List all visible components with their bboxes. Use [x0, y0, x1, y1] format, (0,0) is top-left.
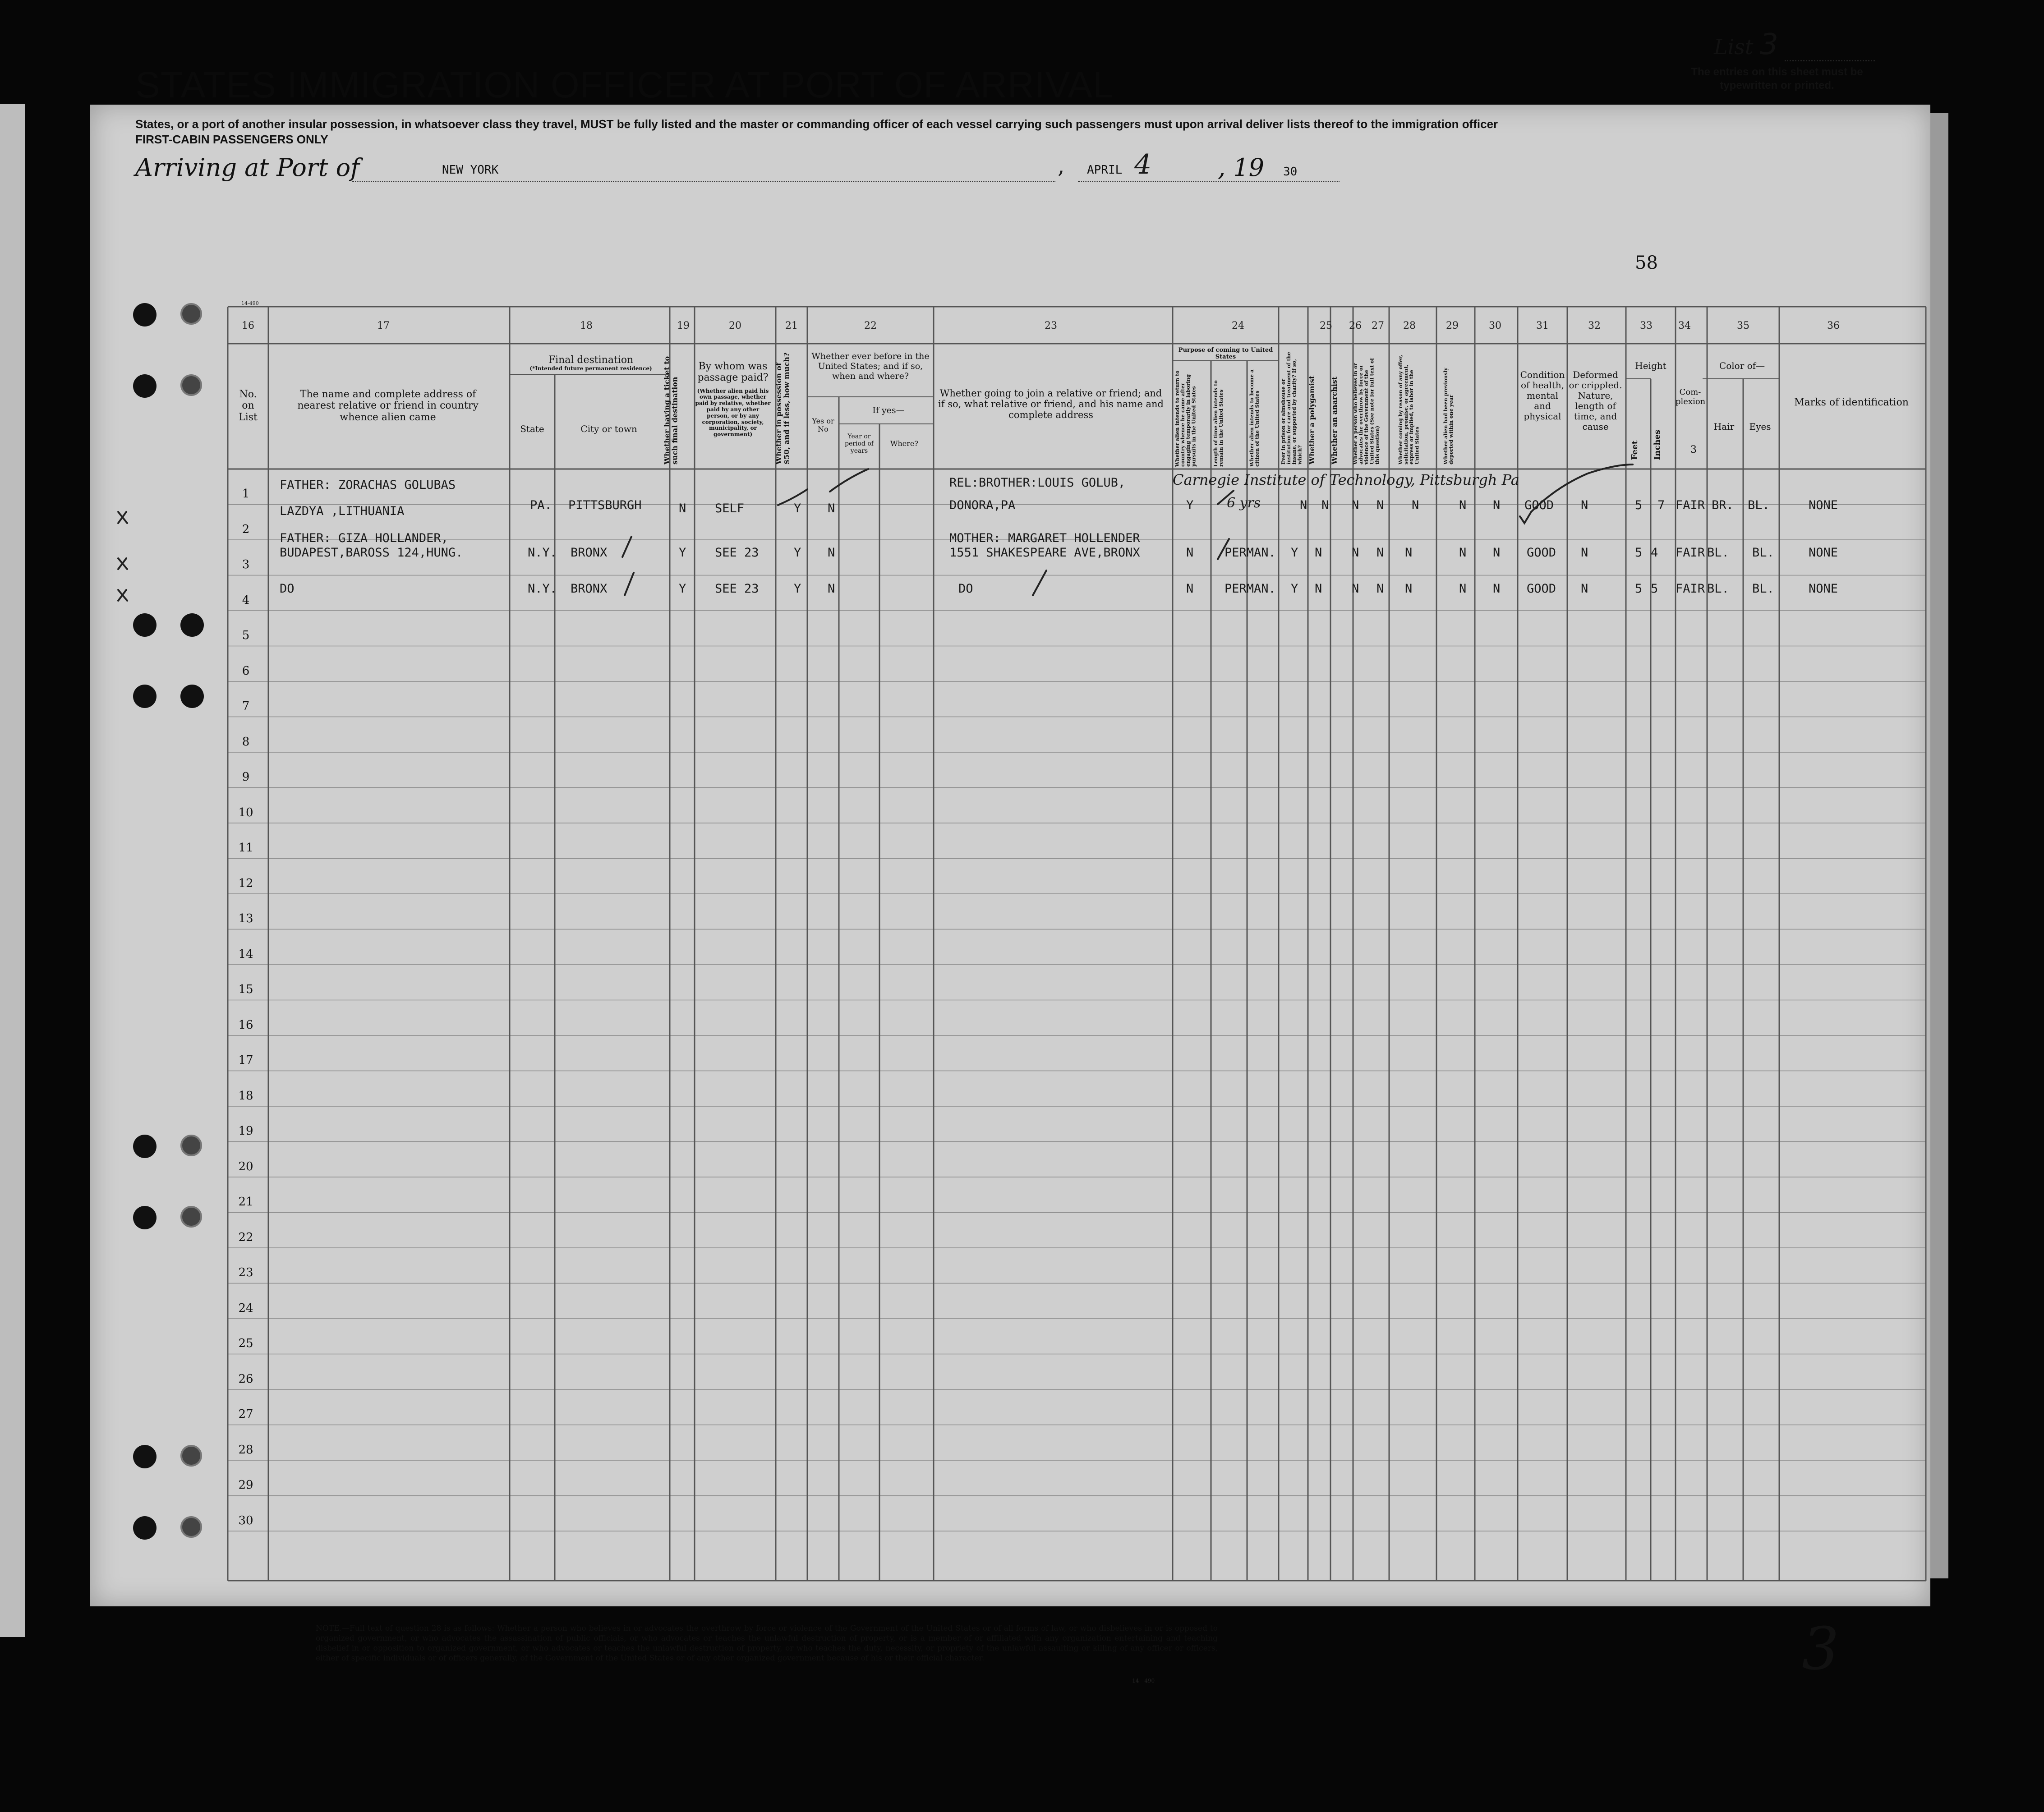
punch-hole — [180, 1445, 202, 1467]
arriving-label: Arriving at Port of — [135, 153, 360, 182]
deported: N — [1493, 498, 1501, 512]
header-purpose-length: Length of time alien intends to remain in the United States — [1213, 380, 1225, 467]
header-no-on-list: No. on List — [239, 389, 258, 423]
header-hair: Hair — [1713, 421, 1735, 432]
overthrow: N — [1405, 546, 1413, 560]
deported: N — [1493, 546, 1501, 560]
form-code: 14-490 — [241, 300, 259, 306]
punch-hole — [133, 374, 157, 398]
column-number: 35 — [1737, 320, 1749, 331]
punch-hole — [180, 685, 204, 708]
year-value: 30 — [1283, 165, 1298, 179]
page-subtitle — [135, 116, 1624, 147]
row-number: 10 — [238, 805, 253, 819]
column-number: 18 — [580, 320, 593, 331]
city: BRONX — [571, 546, 608, 560]
year-prefix: , 19 — [1218, 153, 1265, 182]
header-eyes: Eyes — [1749, 421, 1771, 432]
header-inches: Inches — [1653, 429, 1662, 460]
row-number: 9 — [242, 770, 250, 784]
city: BRONX — [571, 582, 608, 596]
column-number: 30 — [1489, 320, 1501, 331]
header-purpose: Purpose of coming to United States — [1178, 347, 1273, 360]
header-marks: Marks of identification — [1794, 397, 1909, 408]
corner-number: 3 — [1802, 1614, 1839, 1683]
before-us: N — [828, 546, 835, 560]
comma-mark: , — [1058, 153, 1065, 179]
polygamist: N — [1352, 498, 1359, 512]
ticket: Y — [679, 546, 686, 560]
header-state: State — [520, 423, 544, 434]
row-number: 19 — [238, 1124, 253, 1138]
hair: BL. — [1707, 582, 1729, 596]
header-purpose-citizen: Whether alien intends to become a citizen of the United States — [1249, 369, 1261, 467]
join-line1: REL:BROTHER:LOUIS GOLUB, — [949, 476, 1126, 490]
row-number: 22 — [238, 1230, 253, 1244]
header-relative: The name and complete address of nearest relative or friend in country whence alien came — [297, 389, 479, 423]
row-number: 15 — [238, 983, 253, 996]
port-value: NEW YORK — [442, 163, 499, 177]
anarchist: N — [1376, 582, 1384, 596]
relative-line2: LAZDYA ,LITHUANIA — [280, 504, 405, 518]
column-number: 17 — [377, 320, 390, 331]
handwritten-note: Carnegie Institute of Technology, Pittsburgh Pa — [1173, 471, 1519, 488]
marks: NONE — [1809, 546, 1838, 560]
header-year-period: Year or period of years — [845, 433, 874, 455]
row-number: 30 — [238, 1513, 253, 1527]
row-number: 2 — [242, 522, 250, 536]
header-join: Whether going to join a relative or friend; and if so, what relative or friend, and his name and complete address — [938, 388, 1164, 421]
deformed: N — [1581, 582, 1588, 596]
labor-offer: N — [1459, 582, 1467, 596]
deformed: N — [1581, 546, 1588, 560]
column-number: 16 — [242, 320, 254, 331]
row-number: 26 — [238, 1372, 253, 1386]
row-number: 21 — [238, 1195, 253, 1209]
purpose-return: N — [1186, 546, 1194, 560]
header-deformed: Deformed or crippled. Nature, length of time, and cause — [1569, 369, 1622, 432]
column-number: 36 — [1827, 320, 1840, 331]
institution: N — [1321, 498, 1329, 512]
page-right-edge — [1930, 113, 1948, 1578]
paid-by: SEE 23 — [715, 546, 759, 560]
header-yes-no: Yes or No — [812, 417, 834, 434]
before-us: N — [828, 582, 835, 596]
column-number: 22 — [864, 320, 877, 331]
column-number: 32 — [1588, 320, 1601, 331]
row-number: 8 — [242, 735, 250, 749]
punch-hole — [180, 613, 204, 637]
row-number: 6 — [242, 664, 250, 678]
column-number: 29 — [1446, 320, 1459, 331]
month-value: APRIL — [1087, 163, 1123, 177]
paid-by-label: By whom was passage paid? — [697, 361, 769, 384]
ticket: N — [679, 501, 686, 515]
state: N.Y. — [528, 582, 557, 596]
header-money: Whether in possession of $50, and if less, how much? — [774, 352, 791, 464]
footnote: NOTE.—Full text of question 28 is as follows: Whether a person who believes in or advocates the overthrow by force or violence of the Government of the United States or of all forms of law, or who disbelieves in or is opposed to organized government, or who advocates the assassination of public officials, or who advocates or teaches the unlawful destruction of property, or is a member of or affiliated with any organization entertaining and teaching disbelief in or opposition to organized government, or who advocates or teaches the unlawful destruction of property, or who teaches the duty, necessity, or propriety of the unlawful assaulting or killing of any officer or officers, either of specific individuals or of officers generally, of the Government of the United States or of any other organized government because of his or their official character. — [316, 1624, 1218, 1663]
hair: BL. — [1707, 546, 1729, 560]
port-blank — [352, 181, 1055, 182]
header-where: Where? — [890, 439, 918, 448]
row-number: 16 — [238, 1018, 253, 1032]
adjacent-page-edge — [0, 104, 25, 1637]
paid-by-note: (Whether alien paid his own passage, whether paid by relative, whether paid by any other person, or by any corporation, society, municipality, or government) — [695, 387, 771, 438]
header-height: Height — [1635, 360, 1667, 371]
column-number: 28 — [1403, 320, 1416, 331]
health: GOOD — [1527, 582, 1556, 596]
row-number: 17 — [238, 1053, 253, 1067]
row-number: 5 — [242, 629, 250, 642]
column-number: 20 — [729, 320, 741, 331]
list-underline — [1785, 60, 1875, 61]
relative-line1: DO — [280, 582, 295, 596]
list-number — [1714, 28, 1875, 61]
header-color-of: Color of— — [1719, 360, 1765, 371]
column-number: 19 — [677, 320, 690, 331]
row-number: 13 — [238, 912, 253, 925]
sheet-number: 58 — [1635, 253, 1658, 273]
typewritten-note: The entries on this sheet must be typewritten or printed. — [1691, 66, 1863, 92]
header-health: Condition of health, mental and physical — [1520, 369, 1565, 422]
join-line2: 1551 SHAKESPEARE AVE,BRONX — [949, 546, 1140, 560]
relative-line2: BUDAPEST,BAROSS 124,HUNG. — [280, 546, 463, 560]
ticket: Y — [679, 582, 686, 596]
institution: N — [1315, 546, 1322, 560]
eyes: BL. — [1752, 582, 1774, 596]
header-polygamist: Whether a polygamist — [1307, 375, 1316, 464]
row-number: 20 — [238, 1159, 253, 1173]
purpose-return: N — [1186, 582, 1194, 596]
deported: N — [1493, 582, 1501, 596]
inches: 4 — [1651, 546, 1658, 560]
money: Y — [794, 582, 801, 596]
row-number: 1 — [242, 487, 250, 501]
length-of-stay: PERMAN. — [1225, 546, 1276, 560]
citizen: N — [1300, 498, 1307, 512]
punch-hole — [180, 1135, 202, 1156]
header-if-yes: If yes— — [872, 405, 905, 415]
inches: 5 — [1651, 582, 1658, 596]
feet: 5 — [1635, 498, 1643, 512]
column-number: 23 — [1045, 320, 1057, 331]
eyes: BL. — [1752, 546, 1774, 560]
inches: 7 — [1657, 498, 1665, 512]
header-final-destination — [514, 354, 668, 372]
paid-by: SELF — [715, 501, 745, 515]
header-purpose-return: Whether alien intends to return to country whence he came after engaging temporarily in laboring pursuits in the United States — [1174, 370, 1197, 467]
health: GOOD — [1527, 546, 1556, 560]
city: PITTSBURGH — [568, 498, 642, 512]
anarchist: N — [1376, 546, 1384, 560]
final-destination-label: Final destination — [548, 354, 634, 366]
row-number: 28 — [238, 1443, 253, 1457]
relative-line1: FATHER: GIZA HOLLANDER, — [280, 531, 448, 545]
punch-hole — [133, 1135, 157, 1158]
marks: NONE — [1809, 498, 1838, 512]
day-value: 4 — [1134, 149, 1152, 180]
row-number: 12 — [238, 876, 253, 890]
length-of-stay: 6 yrs — [1227, 495, 1261, 511]
row-number: 3 — [242, 558, 250, 571]
header-institution: Ever in prison or almshouse or institution for care and treatment of the insane, or supported by charity? If so, which? — [1280, 352, 1303, 464]
header-overthrow: Whether a person who believes in or advocates the overthrow by force or violence of the Government of the United States (See note for full text of this question) — [1353, 358, 1381, 464]
punch-hole — [133, 613, 157, 637]
row-number: 23 — [238, 1266, 253, 1279]
column-number: 27 — [1372, 320, 1384, 331]
row-number: 24 — [238, 1301, 253, 1315]
punch-hole — [180, 1206, 202, 1228]
subtitle-class: FIRST-CABIN PASSENGERS ONLY — [135, 133, 328, 146]
polygamist: N — [1352, 582, 1359, 596]
header-deported: Whether alien had been previously deported within one year — [1443, 368, 1455, 464]
punch-hole — [133, 1206, 157, 1229]
purpose-return: Y — [1186, 498, 1194, 512]
row-number: 29 — [238, 1478, 253, 1492]
row-number: 11 — [238, 841, 253, 855]
header-feet: Feet — [1630, 440, 1639, 460]
header-city: City or town — [580, 423, 637, 434]
row-number: 7 — [242, 699, 250, 713]
labor-offer: N — [1459, 498, 1467, 512]
citizen: Y — [1291, 582, 1298, 596]
anarchist: N — [1376, 498, 1384, 512]
row-number: 27 — [238, 1407, 253, 1421]
complexion: FAIR — [1676, 498, 1705, 512]
row-number: 14 — [238, 947, 253, 961]
row-number: 25 — [238, 1337, 253, 1350]
join-line1: DO — [958, 582, 973, 596]
punch-hole — [180, 1516, 202, 1538]
date-blank — [1078, 181, 1340, 182]
state: N.Y. — [528, 546, 557, 560]
complexion: FAIR — [1676, 546, 1705, 560]
row-number: 4 — [242, 593, 250, 607]
before-us: N — [828, 501, 835, 515]
punch-hole — [180, 303, 202, 325]
column-number: 26 — [1349, 320, 1362, 331]
complexion-mark: 3 — [1690, 444, 1697, 455]
footer-form-code: 14—490 — [1132, 1678, 1155, 1684]
punch-hole — [133, 1445, 157, 1468]
header-anarchist: Whether an anarchist — [1330, 376, 1339, 464]
length-of-stay: PERMAN. — [1225, 582, 1276, 596]
citizen: Y — [1291, 546, 1298, 560]
feet: 5 — [1635, 582, 1643, 596]
header-labor-offer: Whether coming by reason of any offer, solicitation, promise, or agreement, express or implied, to labor in the United States — [1398, 354, 1420, 464]
column-number: 25 — [1320, 320, 1332, 331]
join-line2: DONORA,PA — [949, 498, 1016, 512]
header-before-us: Whether ever before in the United States; and if so, when and where? — [811, 351, 930, 381]
punch-hole — [133, 685, 157, 708]
eyes: BL. — [1748, 498, 1770, 512]
page-title: STATES IMMIGRATION OFFICER AT PORT OF ARRIVAL — [135, 64, 1114, 106]
state: PA. — [530, 498, 552, 512]
feet: 5 — [1635, 546, 1643, 560]
header-ticket: Whether having a ticket to such final destination — [663, 356, 679, 464]
column-number: 31 — [1536, 320, 1549, 331]
institution: N — [1315, 582, 1322, 596]
hair: BR. — [1712, 498, 1734, 512]
deformed: N — [1581, 498, 1588, 512]
punch-hole — [133, 303, 157, 327]
list-label: List — [1714, 35, 1754, 59]
final-destination-note: (*Intended future permanent residence) — [529, 365, 652, 372]
money: Y — [794, 546, 801, 560]
column-number: 21 — [785, 320, 798, 331]
money: Y — [794, 501, 801, 515]
join-line1: MOTHER: MARGARET HOLLENDER — [949, 531, 1140, 545]
complexion: FAIR — [1676, 582, 1705, 596]
header-complexion: Com-plexion — [1676, 387, 1706, 406]
header-paid-by — [695, 361, 771, 438]
list-number-value: 3 — [1759, 28, 1778, 61]
arrival-line — [135, 149, 1488, 185]
overthrow: N — [1405, 582, 1413, 596]
health: GOOD — [1524, 498, 1554, 512]
column-number: 33 — [1640, 320, 1653, 331]
marks: NONE — [1809, 582, 1838, 596]
row-number: 18 — [238, 1089, 253, 1103]
labor-offer: N — [1459, 546, 1467, 560]
paid-by: SEE 23 — [715, 582, 759, 596]
column-number: 34 — [1678, 320, 1691, 331]
punch-hole — [133, 1516, 157, 1540]
punch-hole — [180, 374, 202, 396]
relative-line1: FATHER: ZORACHAS GOLUBAS — [280, 478, 456, 492]
column-number: 24 — [1232, 320, 1244, 331]
subtitle-line: States, or a port of another insular possession, in whatsoever class they travel, MUST be fully listed and the master or commanding officer of each vessel carrying such passengers must upon arrival deliver lists thereof to the immigration officer — [135, 117, 1498, 131]
overthrow: N — [1412, 498, 1419, 512]
polygamist: N — [1352, 546, 1359, 560]
